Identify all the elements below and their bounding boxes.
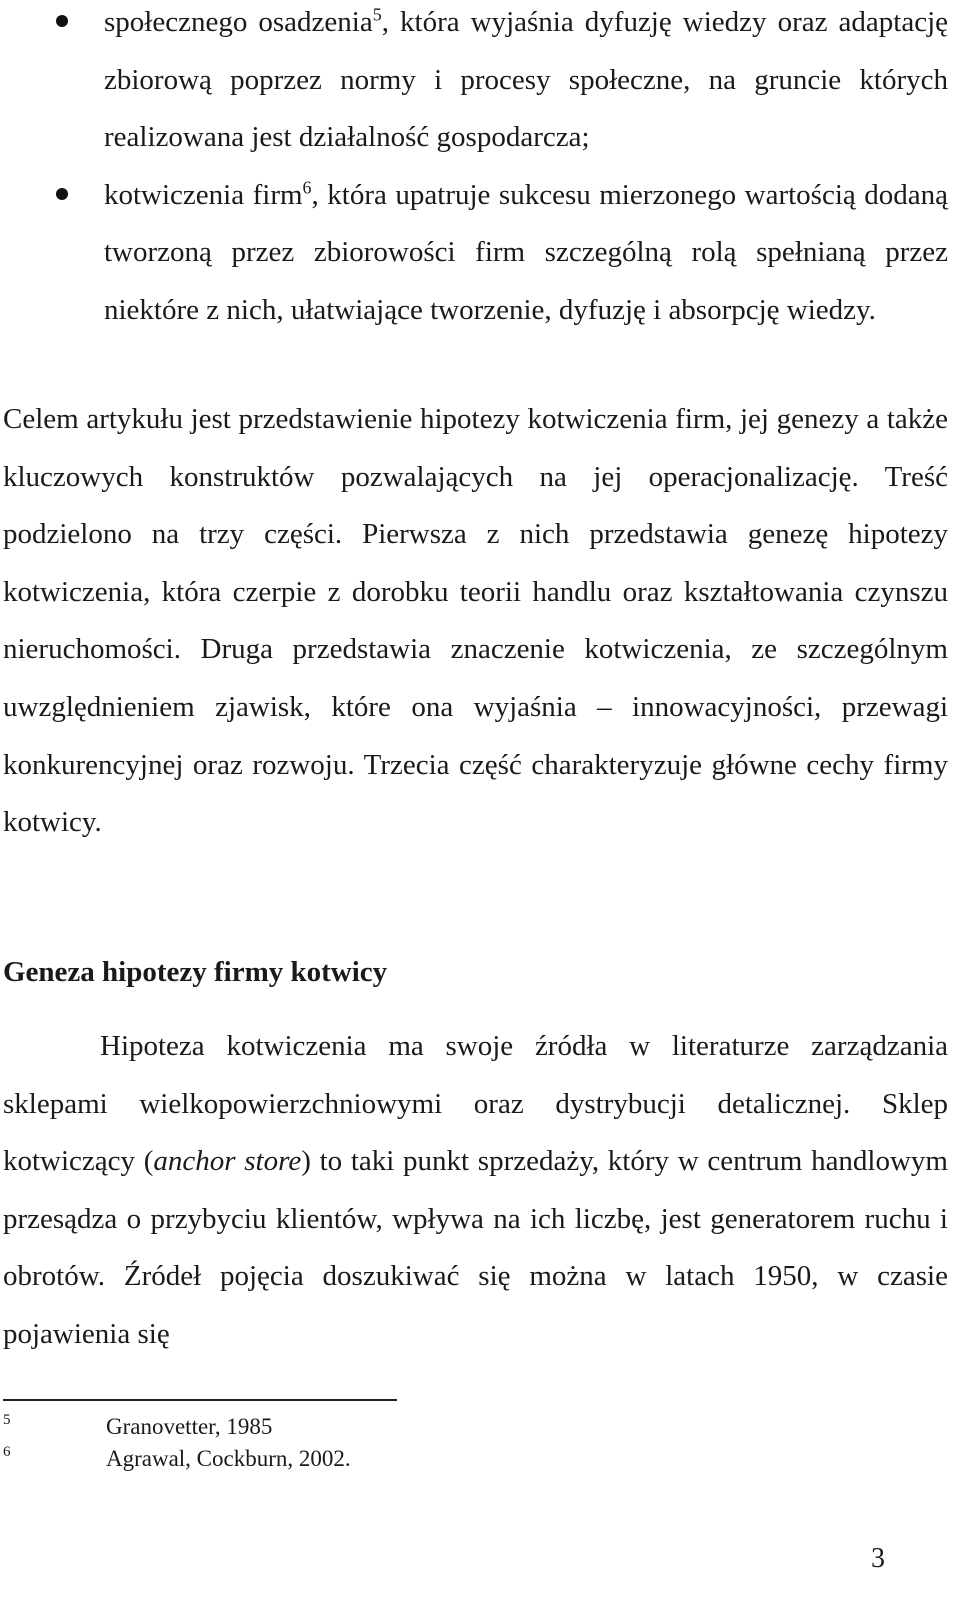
body-paragraph: Hipoteza kotwiczenia ma swoje źródła w literaturze zarządzania sklepami wielkopowierzchniowymi oraz dystrybucji detalicznej. Sklep kotwiczący (anchor store) to taki punkt sprzedaży, który w centrum handlowym przesądza o przybyciu klientów, wpływa na ich liczbę, jest generatorem ruchu i obrotów. Źródeł pojęcia doszukiwać się można w latach 1950, w czasie pojawienia się <box>3 1030 948 1350</box>
footnote-ref[interactable]: 6 <box>302 177 312 198</box>
bullet-dot-icon <box>56 188 68 200</box>
footnote-text: Agrawal, Cockburn, 2002. <box>106 1446 351 1471</box>
footnote-ref[interactable]: 5 <box>372 4 382 25</box>
section-heading: Geneza hipotezy firmy kotwicy <box>3 956 388 988</box>
footnote-separator <box>3 1399 397 1401</box>
page-number: 3 <box>871 1543 885 1574</box>
bullet-dot-icon <box>56 15 68 27</box>
bullet-item: kotwiczenia firm$^6$, która upatruje sukcesu mierzonego wartością dodaną tworzoną przez zbiorowości firm szczególną rolą spełnianą przez niektóre z nich, ułatwiające tworzenie, dyfuzję i absorpcję wiedzy. <box>0 167 948 340</box>
footnote-number: 5 <box>3 1412 11 1428</box>
body-paragraph: Celem artykułu jest przedstawienie hipotezy kotwiczenia firm, jej genezy a także kluczowych konstruktów pozwalających na jej operacjonalizację. Treść podzielono na trzy części. Pierwsza z nich przedstawia genezę hipotezy kotwiczenia, która czerpie z dorobku teorii handlu oraz kształtowania czynszu nieruchomości. Druga przedstawia znaczenie kotwiczenia, ze szczególnym uwzględnieniem zjawisk, które ona wyjaśnia – innowacyjności, przewagi konkurencyjnej oraz rozwoju. Trzecia część charakteryzuje główne cechy firmy kotwicy. <box>3 403 948 839</box>
bullet-item: społecznego osadzenia$^5$, która wyjaśnia dyfuzję wiedzy oraz adaptację zbiorową poprzez normy i procesy społeczne, na gruncie których realizowana jest działalność gospodarcza; <box>0 0 948 167</box>
footnote-number: 6 <box>3 1444 11 1460</box>
footnote-text: Granovetter, 1985 <box>106 1414 273 1439</box>
bullet-list <box>0 0 960 340</box>
